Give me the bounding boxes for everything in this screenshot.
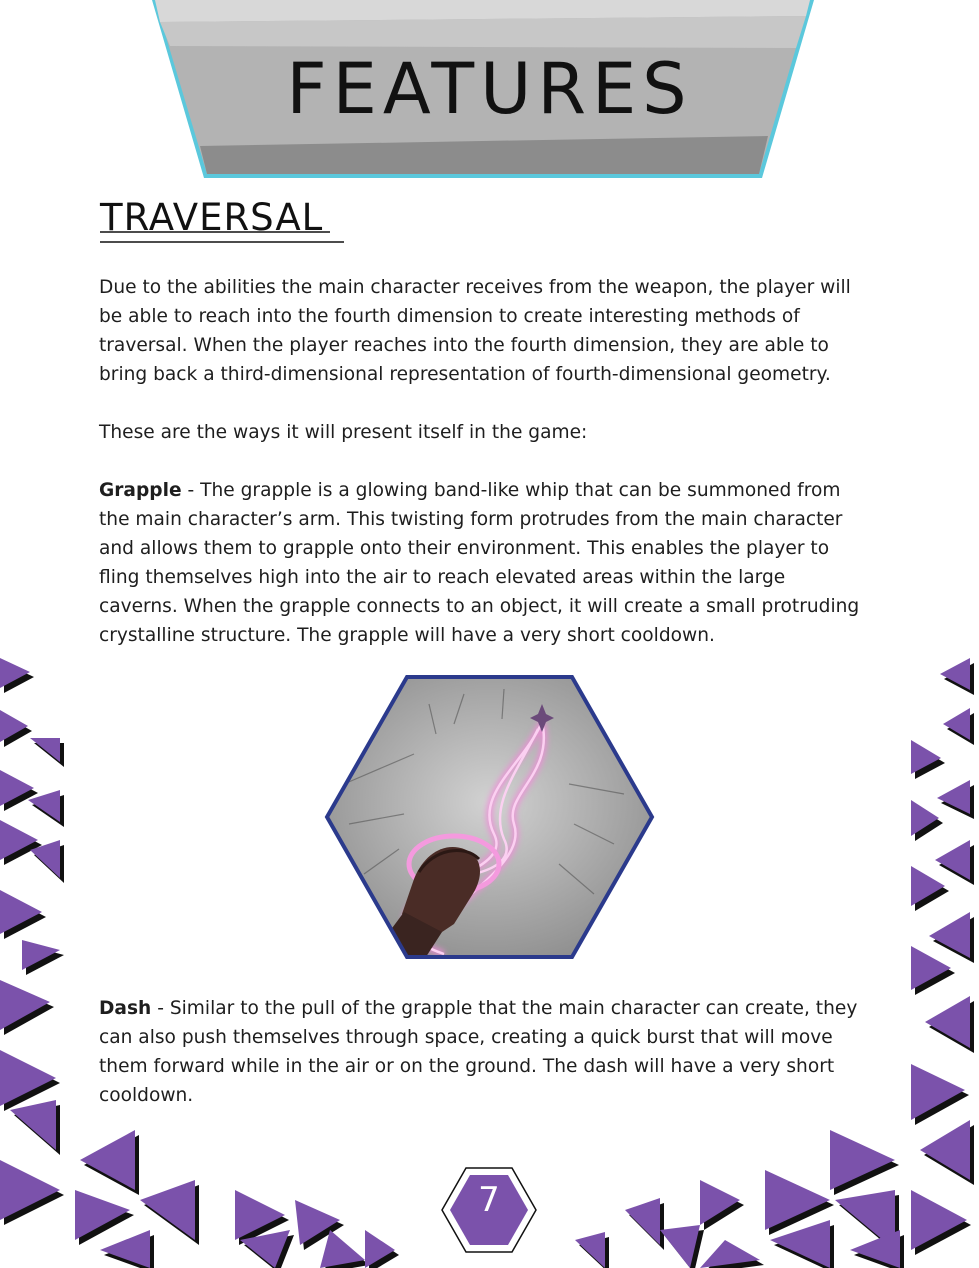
grapple-line-6: crystalline structure. The grapple will have a very short cooldown. [99, 625, 715, 646]
grapple-line-4: fling themselves high into the air to reach elevated areas within the large [99, 567, 786, 588]
intro-line-4: bring back a third-dimensional representation of fourth-dimensional geometry. [99, 364, 831, 385]
intro-line-2: be able to reach into the fourth dimension to create interesting methods of [99, 306, 800, 327]
decor-triangle [625, 1198, 660, 1245]
grapple-line-3: and allows them to grapple onto their environment. This enables the player to [99, 538, 830, 559]
dash-term: Dash [99, 998, 152, 1019]
decor-triangle [935, 840, 970, 880]
grapple-line-1 [99, 476, 840, 505]
intro-line-3: traversal. When the player reaches into the fourth dimension, they are able to [99, 335, 829, 356]
dash-text: - Similar to the pull of the grapple that the main character can create, they [151, 998, 858, 1019]
decor-triangle [929, 912, 970, 958]
grapple-illustration [324, 674, 655, 960]
intro-line-1: Due to the abilities the main character receives from the weapon, the player will [99, 277, 851, 298]
grapple-text: - The grapple is a glowing band-like whip that can be summoned from [181, 480, 841, 501]
ways-line: These are the ways it will present itself in the game: [99, 422, 588, 443]
dash-line-1 [99, 994, 857, 1023]
decor-triangle [80, 1130, 135, 1190]
decor-triangle [940, 658, 970, 690]
dash-line-3: them forward while in the air or on the ground. The dash will have a very short [99, 1056, 835, 1077]
dash-line-2: can also push themselves through space, creating a quick burst that will move [99, 1027, 833, 1048]
decor-triangle [943, 708, 970, 740]
heading-underline [98, 230, 346, 244]
section-heading: TRAVERSAL [100, 196, 324, 239]
grapple-line-2: the main character’s arm. This twisting form protrudes from the main character [99, 509, 843, 530]
page-number: 7 [478, 1180, 500, 1220]
decor-triangle [575, 1232, 605, 1268]
page-title: FEATURES [286, 48, 693, 130]
grapple-term: Grapple [99, 480, 182, 501]
decor-triangle [925, 996, 970, 1048]
grapple-line-5: caverns. When the grapple connects to an object, it will create a small protruding [99, 596, 860, 617]
dash-line-4: cooldown. [99, 1085, 194, 1106]
